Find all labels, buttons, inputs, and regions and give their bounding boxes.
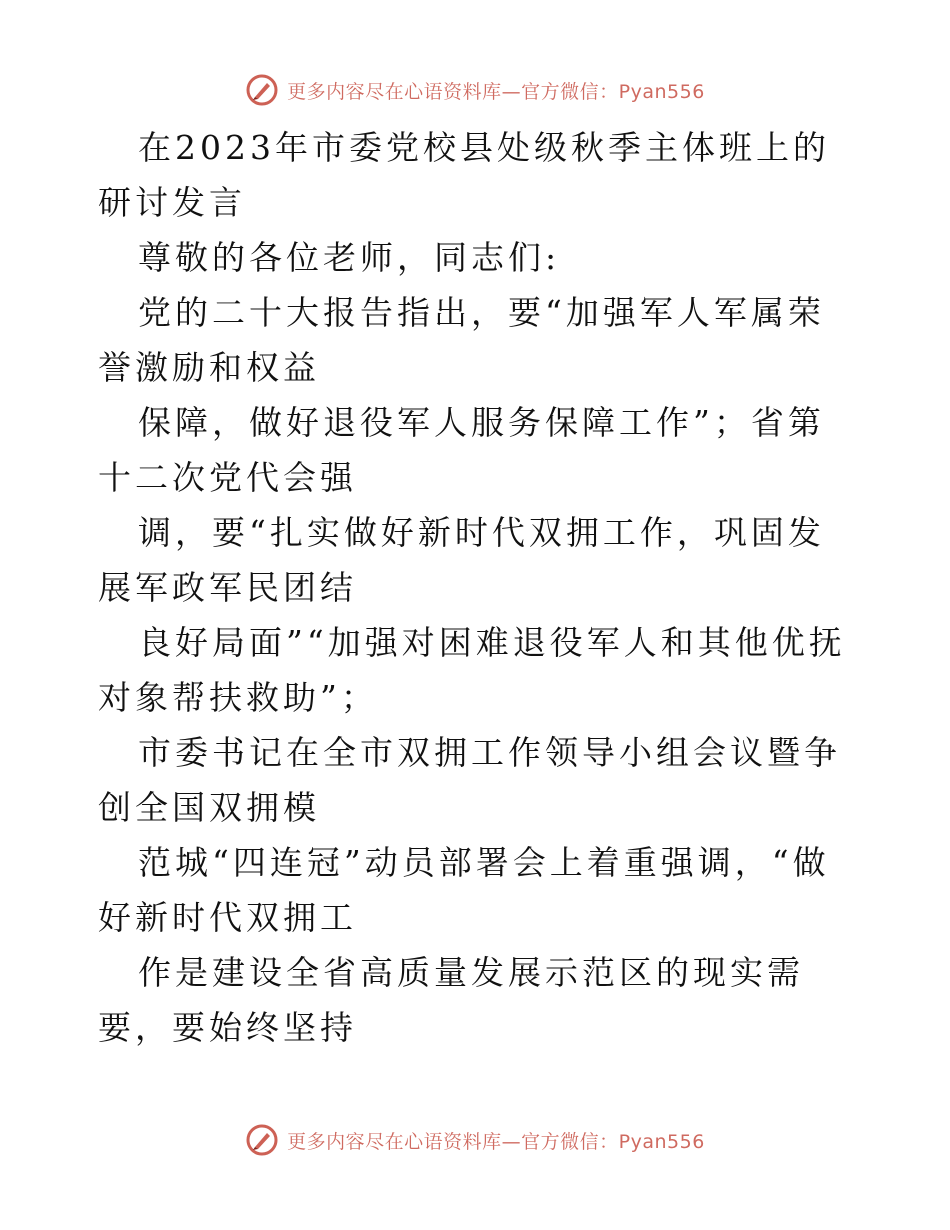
document-body xyxy=(98,120,858,1055)
pen-nib-logo-icon xyxy=(245,73,279,107)
paragraph-1: 尊敬的各位老师，同志们: xyxy=(138,238,561,277)
paragraph-8: 作是建设全省高质量发展示范区的现实需要，要始终坚持 xyxy=(98,953,804,1047)
document-title: 在2023年市委党校县处级秋季主体班上的研讨发言 xyxy=(98,128,830,222)
watermark-text: 更多内容尽在心语资料库—官方微信：Pyan556 xyxy=(287,1130,705,1153)
paragraph-2: 党的二十大报告指出，要“加强军人军属荣誉激励和权益 xyxy=(98,293,825,387)
paragraph-5: 良好局面”“加强对困难退役军人和其他优抚对象帮扶救助”； xyxy=(98,623,846,717)
watermark-text: 更多内容尽在心语资料库—官方微信：Pyan556 xyxy=(287,80,705,103)
paragraph-6: 市委书记在全市双拥工作领导小组会议暨争创全国双拥模 xyxy=(98,733,841,827)
paragraph-3: 保障，做好退役军人服务保障工作”；省第十二次党代会强 xyxy=(98,403,825,497)
watermark-footer xyxy=(0,1120,950,1160)
watermark-header xyxy=(0,70,950,110)
paragraph-4: 调，要“扎实做好新时代双拥工作，巩固发展军政军民团结 xyxy=(98,513,825,607)
paragraph-7: 范城“四连冠”动员部署会上着重强调，“做好新时代双拥工 xyxy=(98,843,830,937)
pen-nib-logo-icon xyxy=(245,1123,279,1157)
